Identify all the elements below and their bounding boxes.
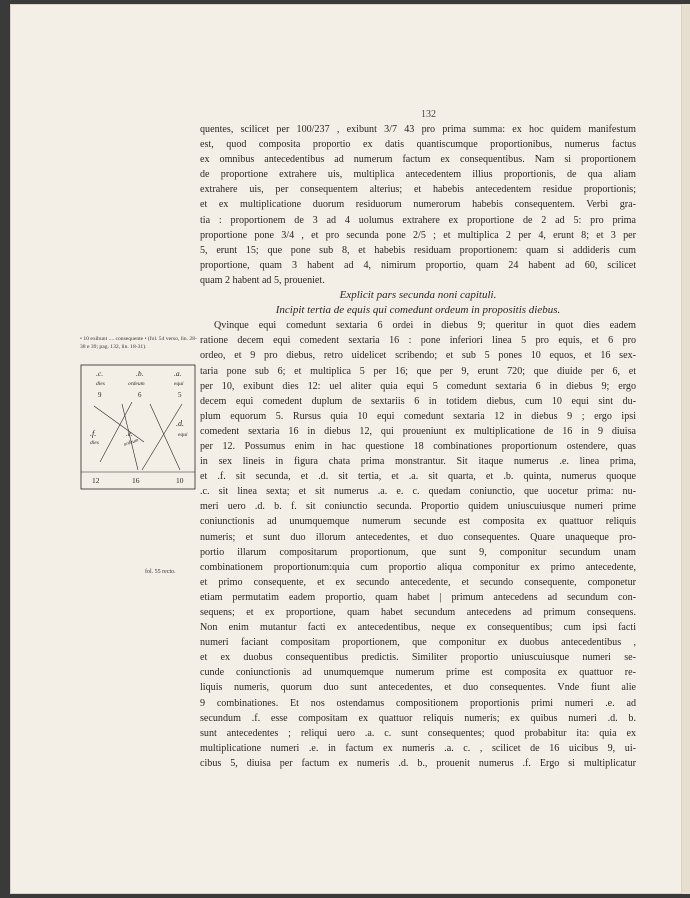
text-line: comedent sextaria 16 in diebus 12, qui proueniunt ex multiplicatione de 16 in 9 diuisa: [200, 425, 636, 437]
figure-number-6: 6: [138, 391, 142, 399]
text-line: etiam permutatim eadem proportio, quam habet | primum antecedens ad secundum con-: [200, 591, 636, 603]
figure-number-10: 10: [176, 476, 184, 485]
figure-word-equi-top: equi: [174, 381, 184, 387]
figure-label-e: .e.: [126, 430, 133, 438]
text-line: ex omnibus antecedentibus ad numerum factum ex consequentibus. Nam si proportionem: [200, 154, 636, 166]
text-line: decem equi comedent duplum de sextariis 6 in totidem diebus, cum 10 equi sint du-: [200, 395, 636, 407]
text-line: portio illarum compositarum proportionum, que sunt 9, componitur secundum unam: [200, 546, 636, 558]
text-line: sunt antecedentes ; reliqui uero .a. c. sunt consequentes; quod probabitur ita: quia ex: [200, 727, 636, 739]
figure-label-f: .f.: [90, 429, 97, 438]
text-line: ordeo, et 9 pro diebus, retro uidelicet scribendo; et sub 5 pones 10 equos, et 16 sex-: [200, 350, 636, 362]
figure-word-dies-top: dies: [96, 381, 105, 387]
incipit-heading: Incipit tertia de equis qui comedunt ordeum in propositis diebus.: [275, 304, 561, 317]
figure-line-4: [142, 404, 182, 470]
text-line: per 12. Possumus enim in hac questione 18 combinationes proportionum ostendere, quas: [200, 440, 636, 452]
page-number: 132: [421, 109, 436, 120]
text-line: ratione decem equi comedent sextaria 16 : pone inferiori linea 5 pro equis, et 6 pro: [200, 335, 636, 347]
figure-word-dies-left: dies: [90, 440, 99, 446]
figure-chata: [80, 364, 196, 490]
figure-label-a: .a.: [174, 369, 182, 378]
figure-line-3: [150, 404, 180, 470]
figure-word-equi-right: equi: [178, 432, 188, 438]
text-line: Qvinque equi comedunt sextaria 6 ordei in diebus 9; queritur in quot dies eadem: [214, 320, 636, 332]
text-line: taria pone sub 6; et multiplica 5 per 16; que per 9, erunt 720; que diuide per 6, et: [200, 365, 636, 377]
text-line: .c. sit linea sexta; et sit numerus .a. e. c. quedam coniunctio, que uocetur prima: nu-: [200, 486, 636, 498]
text-line: proportione, quam 3 habent ad 4, nimirum proportio, quam 24 habent ad 60, scilicet: [200, 259, 636, 271]
text-line: cunde coniunctionis ad unumquemque numerum prime est composita ex quattuor re-: [200, 667, 636, 679]
figure-number-5: 5: [178, 391, 182, 399]
text-line: et .f. sit secunda, et .d. sit tertia, et .a. sit quarta, et .b. quinta, numerus quoque: [200, 471, 636, 483]
text-line: plum equorum 5. Rursus quia 10 equi comedunt sextaria 12 in diebus 9 ; ergo ipsi: [200, 410, 636, 422]
text-line: est, quod composita proportio ex datis quantiscumque proportionibus, numerus factus: [200, 139, 636, 151]
margin-note: • 10 exibunt .... consequente • (fol. 54 verso, lin. 28-38 e 39; pag. 132, lin. 18-31).: [80, 336, 197, 350]
text-line: sequens; et ex proportione, quam habet secundum antecedens ad primum consequens.: [200, 607, 636, 618]
figure-word-ordeum-top: ordeum: [128, 381, 145, 387]
figure-diagram: [80, 364, 196, 490]
figure-label-b: .b.: [136, 369, 144, 378]
figure-label-c: .c.: [96, 369, 104, 378]
text-line: in sex lineis in figura chata prima monstrantur. Sit itaque numerus .e. linea prima,: [200, 456, 636, 468]
explicit-heading: Explicit pars secunda noni capituli.: [339, 289, 497, 302]
text-line: 9 combinationes. Et nos ostendamus compositionem proportionis primi numeri .e. ad: [200, 697, 636, 709]
text-line: numeris; et sunt duo illorum antecedentes, et duo consequentes. Quare unaqueque pro-: [200, 531, 636, 543]
figure-number-12: 12: [92, 476, 100, 485]
text-line: et ex multiplicatione duorum residuorum numerorum habebis consequentem. Verbi gra-: [200, 199, 636, 211]
text-line: per 10, exibunt dies 12: uel aliter quia equi 5 comedunt sextaria 6 in diebus 9; ergo: [200, 380, 636, 392]
figure-label-d: .d.: [176, 419, 184, 428]
margin-folio-reference: fol. 55 recto.: [145, 569, 176, 575]
figure-word-ordeum-center: ordeum: [123, 438, 140, 448]
text-line: et primo consequente, et ex secundo antecedente, et secundo consequente, componetur: [200, 576, 636, 588]
text-line: meri uero .d. b. f. sit coniunctio secunda. Proportio quidem uniuscuiusque numeri prime: [200, 501, 636, 513]
figure-number-16: 16: [132, 476, 140, 485]
text-line: cibus 5, diuisa per factum ex numeris .d. b., prouenit numerus .f. Ergo si multiplicatur: [200, 757, 636, 769]
text-line: de proportione extrahere uis, multiplica antecedentem illius proportionis, de qua aliam: [200, 169, 636, 181]
text-line: multiplicatione numeri .e. in factum ex numeris .a. c. , scilicet de 16 uicibus 9, ui-: [200, 742, 636, 754]
main-text-block: [200, 122, 636, 771]
text-line: numeri faciant compositam proportionem, que componitur ex duobus antecedentibus ,: [200, 637, 636, 649]
figure-line-1: [94, 406, 144, 442]
text-line: secundum .f. esse compositam ex quattuor reliquis numeris; ex quibus numeri .d. b.: [200, 712, 636, 724]
text-line: quam 2 habent ad 5, proueniet.: [200, 274, 325, 286]
page-edge: [682, 4, 690, 894]
text-line: combinationem proportionum:quia cum proportio aliqua componitur ex primo antecedente,: [200, 561, 636, 573]
text-line: proportione pone 3/4 , et pro secunda pone 2/5 ; et multiplica 2 per 4, erunt 8; et 3 per: [200, 229, 636, 241]
text-line: et ex duobus consequentibus predictis. Similiter proportio uniuscuiusque numeri se-: [200, 652, 636, 664]
text-line: liquis numeris, quorum duo sunt antecedentes, et duo consequentes. Vnde fiunt alie: [200, 682, 636, 694]
text-line: quentes, scilicet per 100/237 , exibunt 3/7 43 pro prima summa: ex hoc quidem manifestum: [200, 124, 636, 135]
figure-number-9: 9: [98, 391, 102, 399]
text-line: tia : proportionem de 3 ad 4 uolumus extrahere ex proportione de 2 ad 5: pro prima: [200, 214, 636, 226]
text-line: Non enim mutantur facti ex antecedentibus, neque ex consequentibus; cum ipsi facti: [200, 622, 636, 634]
text-line: extrahere uis, per consequentem alterius; et habebis antecedentem residue proportionis;: [200, 184, 636, 196]
text-line: coniunctionis ad unumquemque numerum secunde est composita ex quattuor reliquis: [200, 516, 636, 528]
text-line: 5, erunt 15; que pone sub 8, et habebis residuam proportionem: quam si addideris cum: [200, 244, 636, 256]
